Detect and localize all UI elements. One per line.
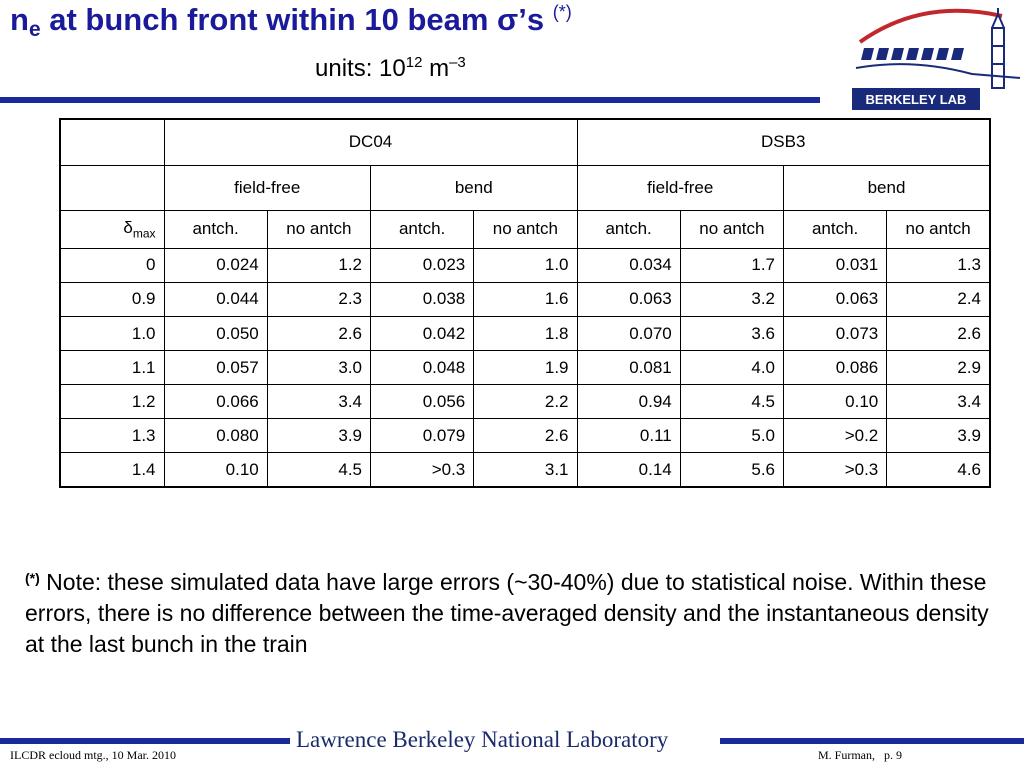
value-cell: 0.024	[164, 248, 267, 282]
value-cell: 0.057	[164, 351, 267, 385]
value-cell: 2.3	[267, 282, 370, 316]
subgroup-dsb3-bend: bend	[784, 165, 991, 210]
table-row	[60, 248, 990, 282]
col-header: antch.	[784, 210, 887, 248]
delta-max-cell: 0.9	[60, 282, 164, 316]
value-cell: 1.8	[474, 317, 577, 351]
group-dc04: DC04	[164, 119, 577, 165]
value-cell: 0.94	[577, 385, 680, 419]
units-exp2: –3	[449, 54, 466, 71]
density-table	[59, 118, 991, 488]
table-row	[60, 351, 990, 385]
value-cell: 0.048	[371, 351, 474, 385]
value-cell: 0.11	[577, 419, 680, 453]
subgroup-dc04-bend: bend	[371, 165, 578, 210]
value-cell: 2.4	[887, 282, 990, 316]
value-cell: 0.070	[577, 317, 680, 351]
value-cell: 0.044	[164, 282, 267, 316]
subgroup-header-row	[60, 165, 990, 210]
value-cell: 2.6	[887, 317, 990, 351]
table-row	[60, 317, 990, 351]
table-row	[60, 282, 990, 316]
berkeley-lab-logo	[852, 2, 1022, 112]
value-cell: >0.2	[784, 419, 887, 453]
table-row	[60, 453, 990, 487]
footnote	[25, 563, 1010, 660]
value-cell: 5.6	[680, 453, 783, 487]
value-cell: 0.038	[371, 282, 474, 316]
group-dsb3: DSB3	[577, 119, 990, 165]
empty-corner-cell	[60, 119, 164, 165]
value-cell: 3.4	[267, 385, 370, 419]
value-cell: 0.079	[371, 419, 474, 453]
subgroup-dc04-field-free: field-free	[164, 165, 371, 210]
footer-rule-right	[720, 738, 1024, 744]
value-cell: 4.0	[680, 351, 783, 385]
title-symbol: n	[10, 2, 29, 37]
value-cell: 2.6	[474, 419, 577, 453]
delta-symbol: δ	[123, 218, 133, 238]
delta-max-header	[60, 210, 164, 248]
value-cell: 1.2	[267, 248, 370, 282]
value-cell: 0.086	[784, 351, 887, 385]
value-cell: 3.9	[267, 419, 370, 453]
title-sigma: σ	[497, 2, 519, 37]
value-cell: 0.081	[577, 351, 680, 385]
value-cell: 3.0	[267, 351, 370, 385]
value-cell: 0.031	[784, 248, 887, 282]
delta-subscript: max	[132, 226, 156, 241]
delta-max-cell: 1.4	[60, 453, 164, 487]
col-header: no antch	[474, 210, 577, 248]
footnote-text: Note: these simulated data have large errors (~30-40%) due to statistical noise. Within these errors, there is no difference between the time-averaged density and the instantaneous density at the last bunch in the train	[25, 569, 989, 657]
col-header: no antch	[267, 210, 370, 248]
value-cell: 0.056	[371, 385, 474, 419]
value-cell: 2.9	[887, 351, 990, 385]
delta-max-cell: 1.2	[60, 385, 164, 419]
value-cell: 0.080	[164, 419, 267, 453]
units-prefix: units: 10	[315, 55, 406, 82]
lab-name: Lawrence Berkeley National Laboratory	[296, 727, 669, 752]
value-cell: 0.034	[577, 248, 680, 282]
value-cell: 0.063	[577, 282, 680, 316]
value-cell: 3.9	[887, 419, 990, 453]
col-header: no antch	[680, 210, 783, 248]
table-row	[60, 385, 990, 419]
footnote-mark: (*)	[25, 570, 40, 586]
col-header: antch.	[577, 210, 680, 248]
empty-subgroup-cell	[60, 165, 164, 210]
value-cell: 1.7	[680, 248, 783, 282]
subgroup-dsb3-field-free: field-free	[577, 165, 784, 210]
value-cell: 2.2	[474, 385, 577, 419]
delta-max-cell: 1.3	[60, 419, 164, 453]
units-unit: m	[422, 55, 450, 82]
value-cell: 1.9	[474, 351, 577, 385]
col-header: antch.	[164, 210, 267, 248]
value-cell: >0.3	[784, 453, 887, 487]
footer-page: M. Furman, p. 9	[818, 748, 902, 762]
value-cell: 0.042	[371, 317, 474, 351]
value-cell: 5.0	[680, 419, 783, 453]
value-cell: 0.10	[164, 453, 267, 487]
title-subscript: e	[28, 18, 41, 41]
value-cell: 4.6	[887, 453, 990, 487]
value-cell: 1.3	[887, 248, 990, 282]
value-cell: 1.0	[474, 248, 577, 282]
value-cell: 4.5	[267, 453, 370, 487]
column-header-row	[60, 210, 990, 248]
value-cell: 3.4	[887, 385, 990, 419]
value-cell: 4.5	[680, 385, 783, 419]
title-text: at bunch front within 10 beam	[40, 2, 498, 37]
col-header: antch.	[371, 210, 474, 248]
value-cell: 0.063	[784, 282, 887, 316]
logo-text: BERKELEY LAB	[865, 92, 967, 107]
delta-max-cell: 0	[60, 248, 164, 282]
value-cell: 0.14	[577, 453, 680, 487]
units-subtitle	[315, 54, 466, 83]
delta-max-cell: 1.1	[60, 351, 164, 385]
value-cell: 2.6	[267, 317, 370, 351]
delta-max-cell: 1.0	[60, 317, 164, 351]
value-cell: 0.066	[164, 385, 267, 419]
value-cell: 0.10	[784, 385, 887, 419]
units-exp1: 12	[405, 54, 423, 71]
value-cell: 1.6	[474, 282, 577, 316]
value-cell: >0.3	[371, 453, 474, 487]
slide-title	[10, 2, 572, 42]
value-cell: 3.2	[680, 282, 783, 316]
title-suffix: ’s	[518, 2, 553, 37]
header-rule	[0, 97, 820, 103]
group-header-row	[60, 119, 990, 165]
value-cell: 0.023	[371, 248, 474, 282]
table-row	[60, 419, 990, 453]
footer-rule-left	[0, 738, 290, 744]
value-cell: 3.6	[680, 317, 783, 351]
table-body	[60, 248, 990, 487]
value-cell: 0.073	[784, 317, 887, 351]
value-cell: 3.1	[474, 453, 577, 487]
value-cell: 0.050	[164, 317, 267, 351]
footer-meeting: ILCDR ecloud mtg., 10 Mar. 2010	[10, 748, 176, 762]
title-footnote-mark: (*)	[552, 2, 572, 22]
col-header: no antch	[887, 210, 990, 248]
